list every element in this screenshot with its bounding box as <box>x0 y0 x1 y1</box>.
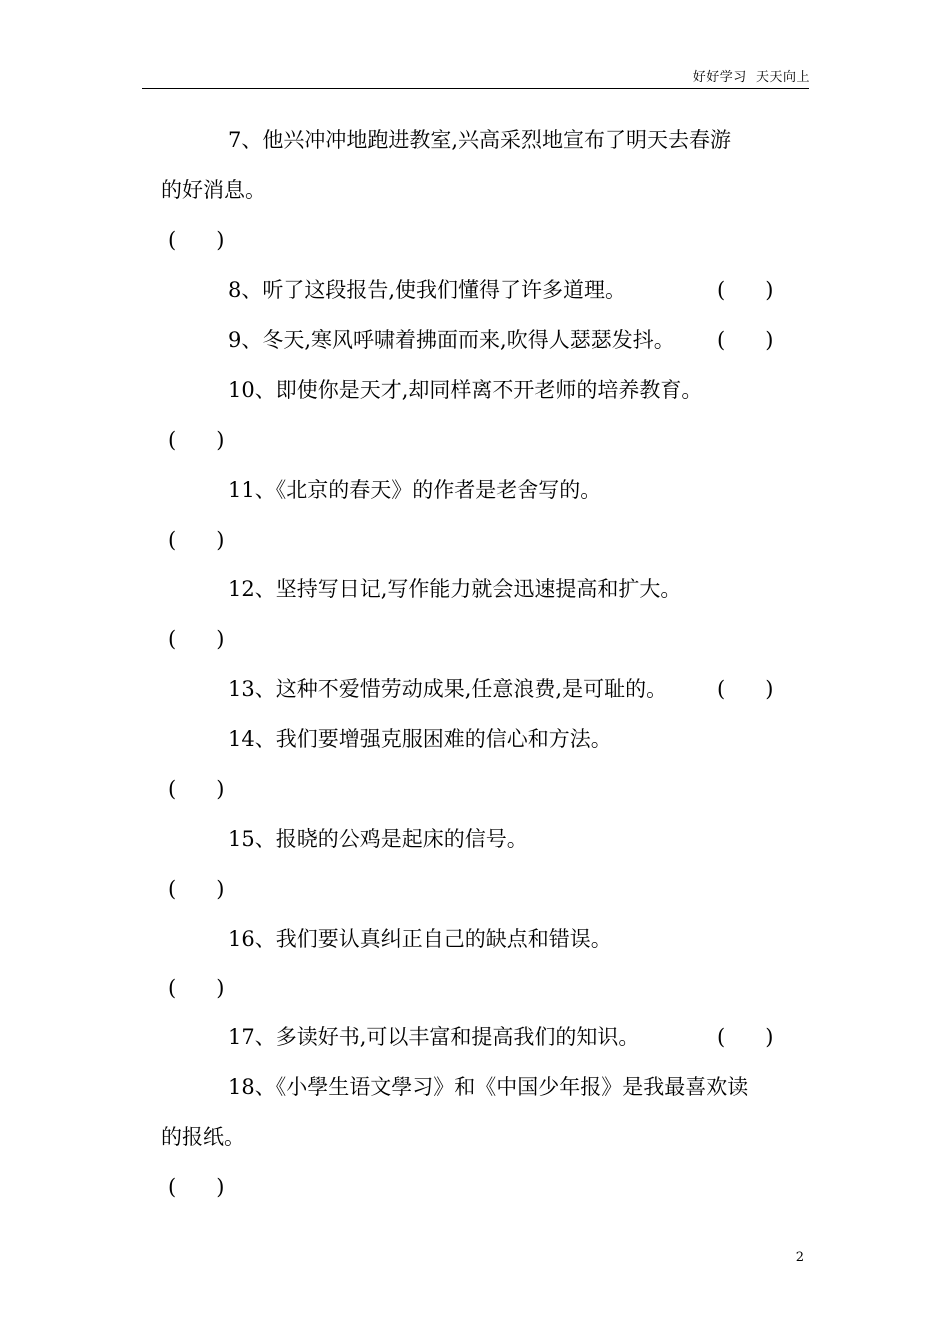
question-17-text: 17、多读好书,可以丰富和提高我们的知识。 <box>228 1025 640 1049</box>
question-7-line-1: 7、他兴冲冲地跑进教室,兴高采烈地宣布了明天去春游 <box>228 128 732 152</box>
question-7-line-2: 的好消息。 <box>161 178 266 202</box>
question-12-text: 12、坚持写日记,写作能力就会迅速提高和扩大。 <box>228 577 682 601</box>
question-9-answer-blank[interactable]: ( ) <box>717 328 774 352</box>
question-14-answer-blank[interactable]: ( ) <box>168 777 225 801</box>
question-13-text: 13、这种不爱惜劳动成果,任意浪费,是可耻的。 <box>228 677 668 701</box>
question-7-answer-blank[interactable]: ( ) <box>168 228 225 252</box>
page-number: 2 <box>795 1250 804 1265</box>
question-16-text: 16、我们要认真纠正自己的缺点和错误。 <box>228 927 612 951</box>
question-11-text: 11、《北京的春天》的作者是老舍写的。 <box>228 478 602 502</box>
question-18-line-1: 18、《小學生语文學习》和《中国少年报》是我最喜欢读 <box>228 1075 749 1099</box>
question-18-line-2: 的报纸。 <box>161 1125 245 1149</box>
question-11-answer-blank[interactable]: ( ) <box>168 528 225 552</box>
question-9-text: 9、冬天,寒风呼啸着拂面而来,吹得人瑟瑟发抖。 <box>228 328 675 352</box>
question-16-answer-blank[interactable]: ( ) <box>168 976 225 1000</box>
question-13-answer-blank[interactable]: ( ) <box>717 677 774 701</box>
question-18-answer-blank[interactable]: ( ) <box>168 1175 225 1199</box>
question-14-text: 14、我们要增强克服困难的信心和方法。 <box>228 727 612 751</box>
question-15-text: 15、报晓的公鸡是起床的信号。 <box>228 827 528 851</box>
question-15-answer-blank[interactable]: ( ) <box>168 877 225 901</box>
question-17-answer-blank[interactable]: ( ) <box>717 1025 774 1049</box>
header-motto: 好好学习 天天向上 <box>692 70 810 85</box>
question-12-answer-blank[interactable]: ( ) <box>168 627 225 651</box>
question-10-text: 10、即使你是天才,却同样离不开老师的培养教育。 <box>228 378 703 402</box>
question-8-answer-blank[interactable]: ( ) <box>717 278 774 302</box>
question-10-answer-blank[interactable]: ( ) <box>168 428 225 452</box>
question-8-text: 8、听了这段报告,使我们懂得了许多道理。 <box>228 278 627 302</box>
